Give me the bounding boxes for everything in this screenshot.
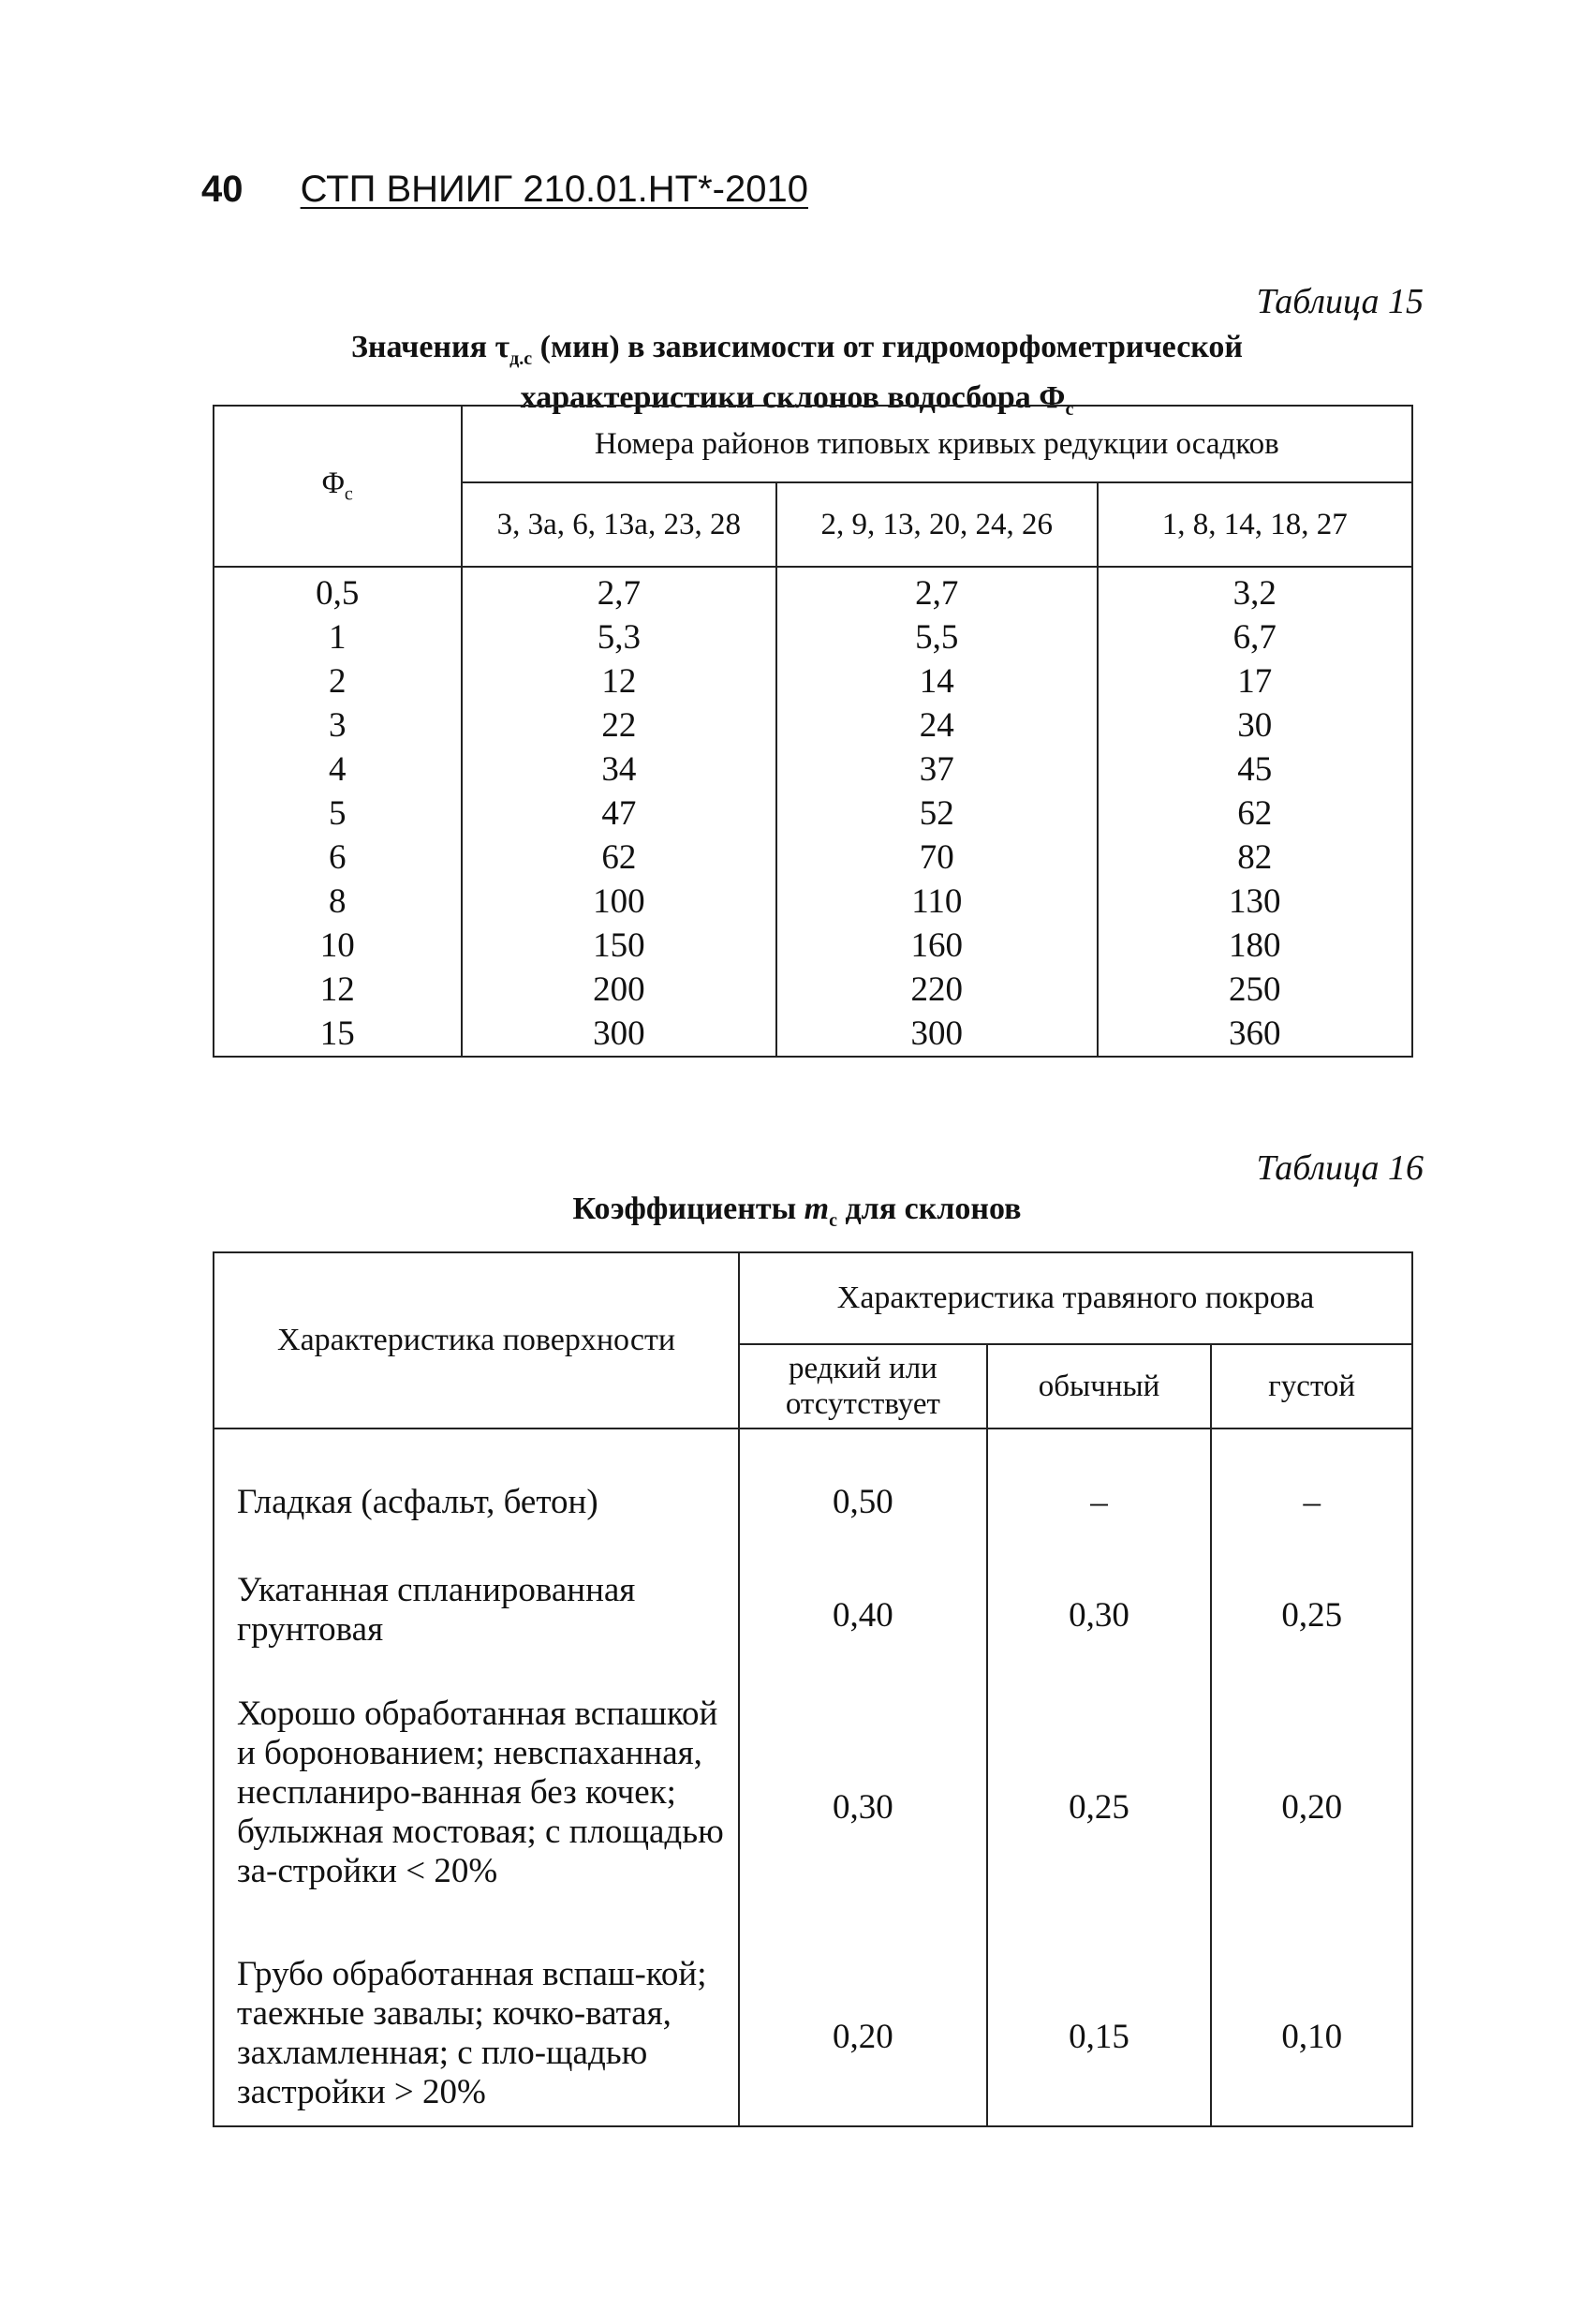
duration-cell: 6,7 bbox=[1098, 615, 1413, 659]
phi-value-cell: 5 bbox=[214, 792, 462, 836]
page-header bbox=[201, 169, 808, 211]
table-row bbox=[214, 567, 1412, 615]
duration-cell: 30 bbox=[1098, 703, 1413, 748]
grass-subcolumn-header: обычный bbox=[987, 1344, 1212, 1428]
duration-cell: 300 bbox=[776, 1012, 1097, 1057]
district-column-header: 1, 8, 14, 18, 27 bbox=[1098, 482, 1413, 567]
duration-cell: 5,5 bbox=[776, 615, 1097, 659]
duration-cell: 70 bbox=[776, 836, 1097, 880]
table-row bbox=[214, 1666, 1412, 1927]
table15-title-line2: характеристики склонов водосбора $\Phi_с$ bbox=[520, 379, 1074, 420]
phi-value-cell: 6 bbox=[214, 836, 462, 880]
phi-value-cell: 4 bbox=[214, 748, 462, 792]
table-row bbox=[214, 1554, 1412, 1666]
duration-cell: 82 bbox=[1098, 836, 1413, 880]
duration-cell: 47 bbox=[462, 792, 776, 836]
duration-cell: 110 bbox=[776, 880, 1097, 924]
table-row bbox=[214, 968, 1412, 1012]
duration-cell: 360 bbox=[1098, 1012, 1413, 1057]
table16-title: Коэффициенты $m_с$ для склонов bbox=[572, 1192, 1022, 1231]
table-row bbox=[214, 703, 1412, 748]
coefficient-cell: 0,50 bbox=[739, 1428, 987, 1554]
duration-cell: 37 bbox=[776, 748, 1097, 792]
table-row bbox=[214, 615, 1412, 659]
duration-cell: 5,3 bbox=[462, 615, 776, 659]
phi-value-cell: 15 bbox=[214, 1012, 462, 1057]
coefficient-cell: 0,20 bbox=[739, 1927, 987, 2126]
grass-subcolumn-header: густой bbox=[1211, 1344, 1412, 1428]
duration-cell: 300 bbox=[462, 1012, 776, 1057]
table-row bbox=[214, 792, 1412, 836]
table-row bbox=[214, 1012, 1412, 1057]
phi-value-cell: 3 bbox=[214, 703, 462, 748]
table-row bbox=[214, 924, 1412, 968]
duration-cell: 180 bbox=[1098, 924, 1413, 968]
surface-description-cell: Укатанная спланированная грунтовая bbox=[214, 1554, 739, 1666]
phi-value-cell: 10 bbox=[214, 924, 462, 968]
page-number: 40 bbox=[201, 169, 244, 210]
table16 bbox=[213, 1251, 1413, 2127]
surface-header: Характеристика поверхности bbox=[214, 1252, 739, 1428]
coefficient-cell: – bbox=[987, 1428, 1212, 1554]
duration-cell: 150 bbox=[462, 924, 776, 968]
table16-label: Таблица 16 bbox=[1256, 1148, 1424, 1188]
duration-cell: 17 bbox=[1098, 659, 1413, 703]
grass-subcolumn-header: редкий или отсутствует bbox=[739, 1344, 987, 1428]
coefficient-cell: 0,30 bbox=[739, 1666, 987, 1927]
phi-value-cell: 2 bbox=[214, 659, 462, 703]
table15-label: Таблица 15 bbox=[1256, 282, 1424, 321]
duration-cell: 12 bbox=[462, 659, 776, 703]
duration-cell: 62 bbox=[462, 836, 776, 880]
duration-cell: 62 bbox=[1098, 792, 1413, 836]
coefficient-cell: 0,10 bbox=[1211, 1927, 1412, 2126]
table15 bbox=[213, 405, 1413, 1058]
coefficient-cell: 0,40 bbox=[739, 1554, 987, 1666]
duration-cell: 220 bbox=[776, 968, 1097, 1012]
phi-header: $\Phi_с$ bbox=[214, 406, 462, 567]
duration-cell: 2,7 bbox=[462, 567, 776, 615]
district-group-header: Номера районов типовых кривых редукции осадков bbox=[462, 406, 1412, 482]
coefficient-cell: 0,30 bbox=[987, 1554, 1212, 1666]
duration-cell: 45 bbox=[1098, 748, 1413, 792]
table-row bbox=[214, 880, 1412, 924]
table15-title-line1: Значения $\tau_{д.с}$ (мин) в зависимости от гидроморфометрической bbox=[350, 330, 1244, 369]
duration-cell: 130 bbox=[1098, 880, 1413, 924]
duration-cell: 52 bbox=[776, 792, 1097, 836]
district-column-header: 2, 9, 13, 20, 24, 26 bbox=[776, 482, 1097, 567]
table-row bbox=[214, 836, 1412, 880]
coefficient-cell: 0,25 bbox=[1211, 1554, 1412, 1666]
table-row bbox=[214, 748, 1412, 792]
phi-value-cell: 12 bbox=[214, 968, 462, 1012]
duration-cell: 2,7 bbox=[776, 567, 1097, 615]
coefficient-cell: – bbox=[1211, 1428, 1412, 1554]
duration-cell: 14 bbox=[776, 659, 1097, 703]
document-code: СТП ВНИИГ 210.01.НТ*-2010 bbox=[300, 169, 808, 210]
grass-cover-header: Характеристика травяного покрова bbox=[739, 1252, 1412, 1344]
duration-cell: 100 bbox=[462, 880, 776, 924]
duration-cell: 200 bbox=[462, 968, 776, 1012]
duration-cell: 3,2 bbox=[1098, 567, 1413, 615]
duration-cell: 250 bbox=[1098, 968, 1413, 1012]
table-row bbox=[214, 1927, 1412, 2126]
duration-cell: 160 bbox=[776, 924, 1097, 968]
coefficient-cell: 0,15 bbox=[987, 1927, 1212, 2126]
district-column-header: 3, 3а, 6, 13а, 23, 28 bbox=[462, 482, 776, 567]
phi-value-cell: 8 bbox=[214, 880, 462, 924]
surface-description-cell: Хорошо обработанная вспашкой и боронованием; невспаханная, неспланиро-ванная без кочек; булыжная мостовая; с площадью за-стройки < 20% bbox=[214, 1666, 739, 1927]
coefficient-cell: 0,25 bbox=[987, 1666, 1212, 1927]
table-row bbox=[214, 659, 1412, 703]
coefficient-cell: 0,20 bbox=[1211, 1666, 1412, 1927]
phi-value-cell: 0,5 bbox=[214, 567, 462, 615]
table-row bbox=[214, 1428, 1412, 1554]
duration-cell: 34 bbox=[462, 748, 776, 792]
surface-description-cell: Гладкая (асфальт, бетон) bbox=[214, 1428, 739, 1554]
phi-value-cell: 1 bbox=[214, 615, 462, 659]
duration-cell: 24 bbox=[776, 703, 1097, 748]
surface-description-cell: Грубо обработанная вспаш-кой; таежные завалы; кочко-ватая, захламленная; с пло-щадью застройки > 20% bbox=[214, 1927, 739, 2126]
duration-cell: 22 bbox=[462, 703, 776, 748]
